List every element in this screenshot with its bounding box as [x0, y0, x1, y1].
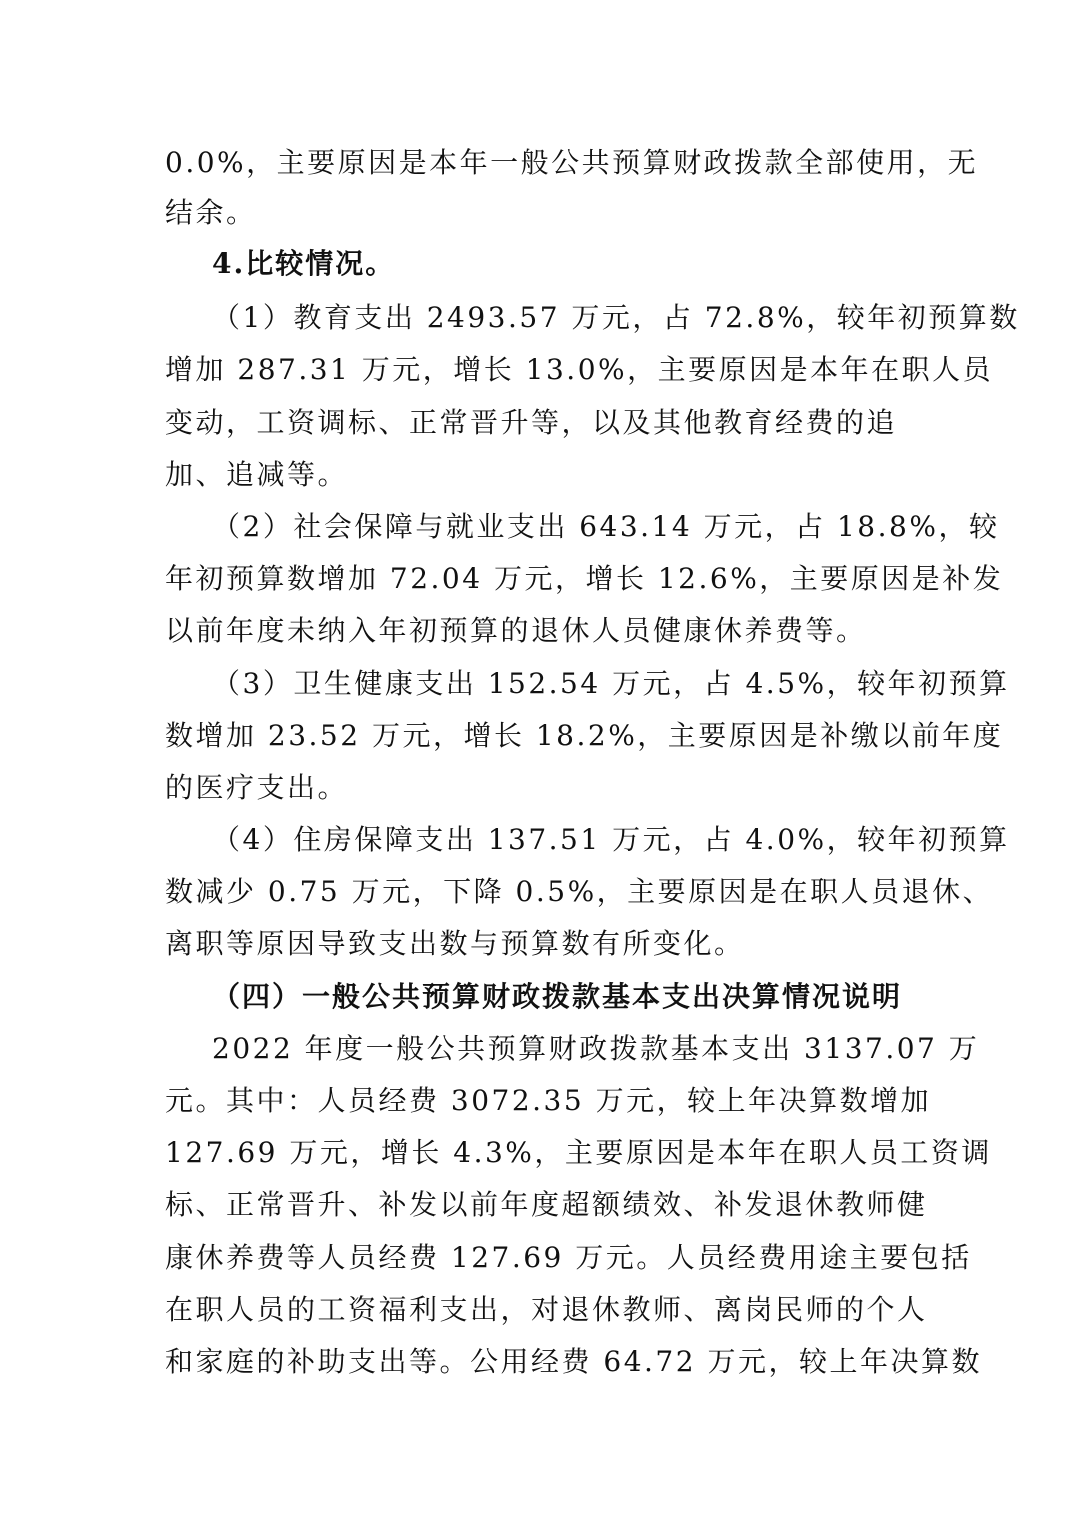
section-subheading: 4.比较情况。 [212, 247, 396, 280]
text-line: （3）卫生健康支出 152.54 万元，占 4.5%，较年初预算 [212, 667, 1010, 700]
text-line: 结余。 [165, 196, 257, 229]
text-line: 和家庭的补助支出等。公用经费 64.72 万元，较上年决算数 [165, 1345, 982, 1378]
text-line: 增加 287.31 万元，增长 13.0%，主要原因是本年在职人员 [165, 353, 994, 386]
text-line: （4）住房保障支出 137.51 万元，占 4.0%，较年初预算 [212, 823, 1010, 856]
text-line: 标、正常晋升、补发以前年度超额绩效、补发退休教师健 [165, 1188, 928, 1221]
text-line: 元。其中：人员经费 3072.35 万元，较上年决算数增加 [165, 1084, 932, 1117]
text-line: 2022 年度一般公共预算财政拨款基本支出 3137.07 万 [212, 1032, 980, 1065]
text-line: 变动，工资调标、正常晋升等，以及其他教育经费的追 [165, 406, 898, 439]
text-line: 127.69 万元，增长 4.3%，主要原因是本年在职人员工资调 [165, 1136, 992, 1169]
text-line: 离职等原因导致支出数与预算数有所变化。 [165, 927, 745, 960]
text-line: 数减少 0.75 万元，下降 0.5%，主要原因是在职人员退休、 [165, 875, 994, 908]
text-line: 在职人员的工资福利支出，对退休教师、离岗民师的个人 [165, 1293, 928, 1326]
text-line: 数增加 23.52 万元，增长 18.2%，主要原因是补缴以前年度 [165, 719, 1004, 752]
text-line: 年初预算数增加 72.04 万元，增长 12.6%，主要原因是补发 [165, 562, 1004, 595]
section-heading: （四）一般公共预算财政拨款基本支出决算情况说明 [212, 980, 903, 1013]
text-line: 0.0%，主要原因是本年一般公共预算财政拨款全部使用，无 [165, 146, 979, 179]
text-line: （1）教育支出 2493.57 万元，占 72.8%，较年初预算数 [212, 301, 1020, 334]
text-line: （2）社会保障与就业支出 643.14 万元，占 18.8%，较 [212, 510, 1000, 543]
text-line: 以前年度未纳入年初预算的退休人员健康休养费等。 [165, 614, 867, 647]
text-line: 康休养费等人员经费 127.69 万元。人员经费用途主要包括 [165, 1241, 972, 1274]
text-line: 加、追减等。 [165, 458, 349, 491]
text-line: 的医疗支出。 [165, 771, 349, 804]
